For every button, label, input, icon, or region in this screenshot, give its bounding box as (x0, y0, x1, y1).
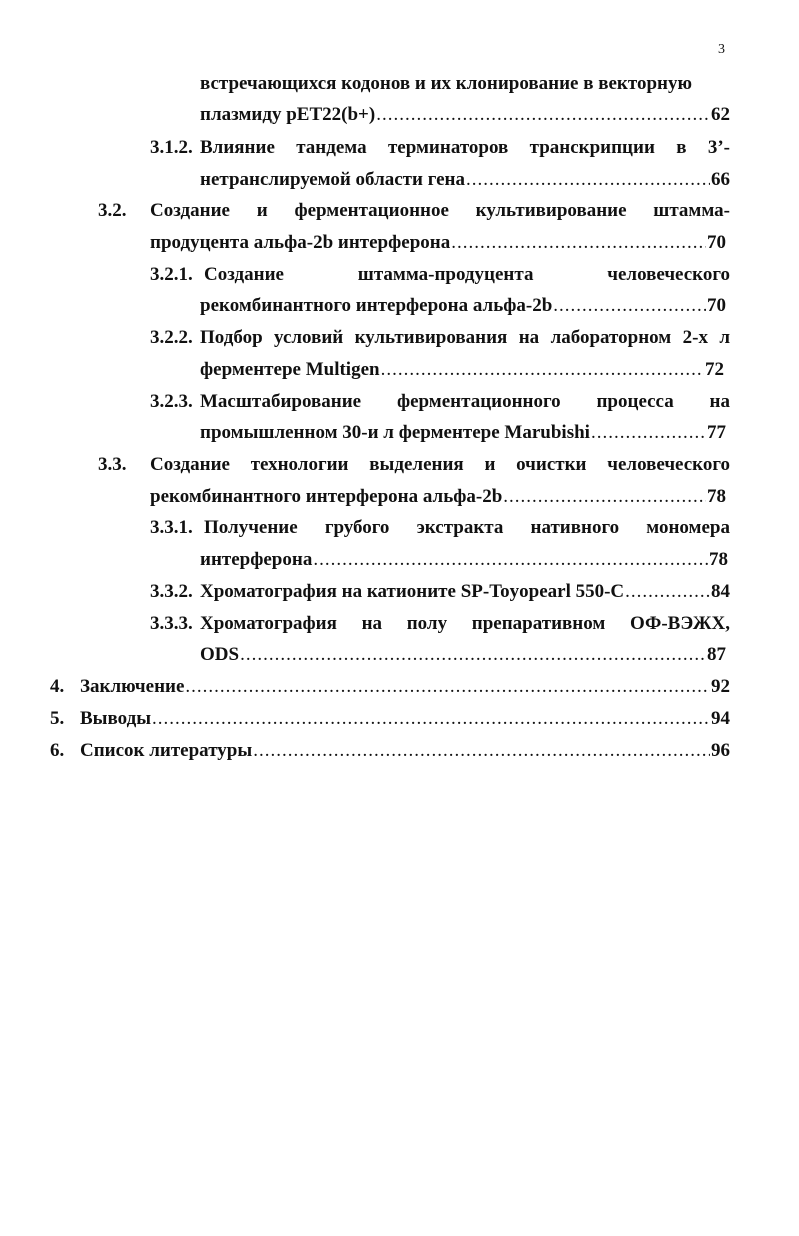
toc-number: 3.3. (98, 454, 127, 475)
toc-title: Хроматография на катионите SP-Toyopearl 550-C (200, 581, 625, 602)
dot-leader (381, 358, 704, 382)
toc-number: 4. (50, 676, 65, 697)
toc-entry-3-3-3[interactable] (200, 643, 726, 667)
toc-entry-3-3-3-line[interactable]: Хроматография на полу препаративном ОФ-ВЭЖХ, (200, 613, 730, 634)
dot-leader (553, 294, 706, 318)
toc-number: 3.2. (98, 200, 127, 221)
toc-title: рекомбинантного интерферона альфа-2b (200, 295, 553, 316)
toc-number: 6. (50, 740, 65, 761)
toc-entry-3-3-line[interactable]: Создание технологии выделения и очистки человеческого (150, 454, 730, 475)
toc-page: 62 (711, 104, 730, 125)
toc-entry-3-2[interactable] (150, 231, 726, 255)
toc-page: 70 (707, 295, 726, 316)
toc-title: нетранслируемой области гена (200, 169, 465, 190)
dot-leader (376, 103, 710, 127)
toc-page: 77 (707, 422, 726, 443)
toc-page: 84 (711, 581, 730, 602)
toc-entry-3-1-2-line[interactable]: Влияние тандема терминаторов транскрипции в 3’- (200, 137, 730, 158)
dot-leader (591, 421, 706, 445)
dot-leader (240, 643, 706, 667)
toc-text-split: встречающихся кодонов и их клонирование в векторную (200, 73, 692, 94)
toc-page: 72 (705, 359, 724, 380)
toc-entry-3-2-line[interactable]: Создание и ферментационное культивирование штамма- (150, 200, 730, 221)
toc-entry-4[interactable] (80, 675, 730, 699)
dot-leader (625, 580, 710, 604)
dot-leader (313, 548, 708, 572)
dot-leader (466, 168, 710, 192)
toc-title: рекомбинантного интерферона альфа-2b (150, 486, 503, 507)
dot-leader (253, 739, 710, 763)
toc-number: 3.2.3. (150, 391, 193, 412)
toc-title: ODS (200, 644, 240, 665)
toc-entry-continued-line (200, 72, 730, 96)
toc-page: 96 (711, 740, 730, 761)
toc-entry-3-2-1-line[interactable]: Создание штамма-продуцента человеческого (204, 264, 730, 285)
toc-entry-3-3[interactable] (150, 485, 726, 509)
toc-number: 3.3.3. (150, 613, 193, 634)
toc-entry-3-2-2[interactable] (200, 358, 724, 382)
toc-page: 78 (709, 549, 728, 570)
toc-page: 92 (711, 676, 730, 697)
toc-title: Список литературы (80, 740, 253, 761)
toc-entry-3-2-3[interactable] (200, 421, 726, 445)
toc-entry-3-3-2[interactable] (200, 580, 730, 604)
toc-title: продуцента альфа-2b интерферона (150, 232, 451, 253)
page-number: 3 (718, 42, 725, 57)
toc-title: Заключение (80, 676, 185, 697)
dot-leader (503, 485, 706, 509)
toc-title: интерферона (200, 549, 313, 570)
toc-number: 3.3.1. (150, 517, 193, 538)
toc-entry-3-2-2-line[interactable]: Подбор условий культивирования на лабораторном 2-х л (200, 327, 730, 348)
toc-entry-3-2-1[interactable] (200, 294, 726, 318)
toc-entry-3-2-3-line[interactable]: Масштабирование ферментационного процесса на (200, 391, 730, 412)
toc-entry-6[interactable] (80, 739, 730, 763)
toc-title: ферментере Multigen (200, 359, 380, 380)
toc-entry-continued-leader[interactable] (200, 103, 730, 127)
toc-entry-3-3-1-line[interactable]: Получение грубого экстракта нативного мономера (204, 517, 730, 538)
toc-number: 3.2.2. (150, 327, 193, 348)
toc-page: 66 (711, 169, 730, 190)
toc-page: 78 (707, 486, 726, 507)
toc-number: 3.2.1. (150, 264, 193, 285)
toc-page: 87 (707, 644, 726, 665)
toc-page: 94 (711, 708, 730, 729)
toc-title: промышленном 30-и л ферментере Marubishi (200, 422, 590, 443)
toc-entry-5[interactable] (80, 707, 730, 731)
toc-title: плазмиду pET22(b+) (200, 104, 376, 125)
dot-leader (451, 231, 706, 255)
dot-leader (185, 675, 710, 699)
toc-entry-3-3-1[interactable] (200, 548, 728, 572)
toc-number: 5. (50, 708, 65, 729)
dot-leader (152, 707, 710, 731)
toc-entry-3-1-2[interactable] (200, 168, 730, 192)
toc-page: 70 (707, 232, 726, 253)
toc-title: Выводы (80, 708, 152, 729)
toc-number: 3.1.2. (150, 137, 193, 158)
toc-number: 3.3.2. (150, 581, 193, 602)
